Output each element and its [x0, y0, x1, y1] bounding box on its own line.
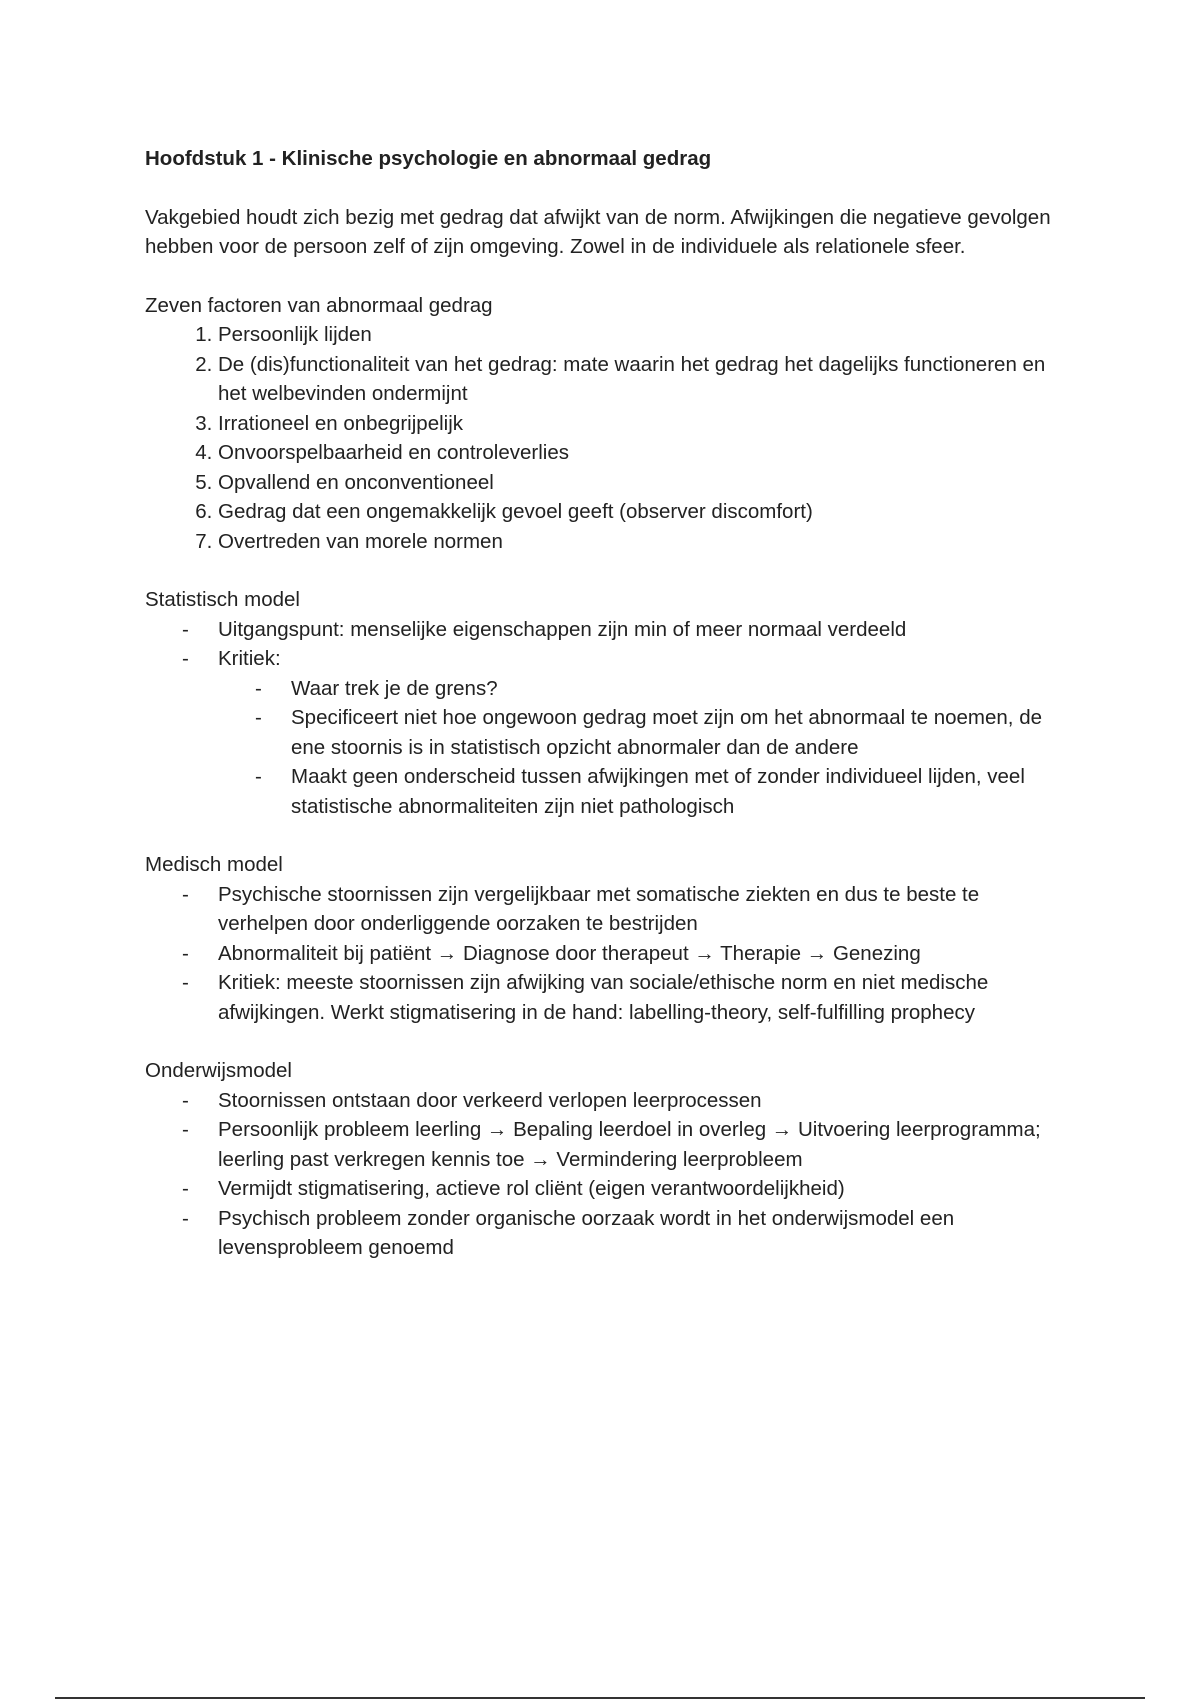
list-item: 7. Overtreden van morele normen [218, 527, 1065, 557]
chapter-title: Hoofdstuk 1 - Klinische psychologie en abnormaal gedrag [145, 147, 712, 170]
factors-list [145, 320, 1065, 556]
intro-paragraph: Vakgebied houdt zich bezig met gedrag dat afwijkt van de norm. Afwijkingen die negatieve gevolgen hebben voor de persoon zelf of zijn omgeving. Zowel in de individuele als relationele sfeer. [145, 205, 1051, 258]
list-item: 5. Opvallend en onconventioneel [218, 468, 1065, 498]
critique-sublist [218, 674, 1065, 822]
list-item: - Specificeert niet hoe ongewoon gedrag moet zijn om het abnormaal te noemen, de ene stoornis is in statistisch opzicht abnormaler dan de andere [291, 703, 1065, 762]
factors-heading: Zeven factoren van abnormaal gedrag [145, 293, 493, 317]
list-item: 4. Onvoorspelbaarheid en controleverlies [218, 438, 1065, 468]
medical-list [145, 880, 1065, 1028]
list-item: - Psychische stoornissen zijn vergelijkbaar met somatische ziekten en dus te beste te verhelpen door onderliggende oorzaken te bestrijden [218, 880, 1065, 939]
critique-label: Kritiek: [218, 647, 281, 670]
list-item: - Persoonlijk probleem leerling → Bepaling leerdoel in overleg → Uitvoering leerprogramma; leerling past verkregen kennis toe → Vermindering leerprobleem [218, 1115, 1065, 1174]
medical-heading: Medisch model [145, 853, 283, 876]
education-heading: Onderwijsmodel [145, 1059, 292, 1082]
list-item [218, 644, 1065, 821]
list-item: - Uitgangspunt: menselijke eigenschappen zijn min of meer normaal verdeeld [218, 615, 1065, 645]
list-item: - Waar trek je de grens? [291, 674, 1065, 704]
list-item: - Maakt geen onderscheid tussen afwijkingen met of zonder individueel lijden, veel statistische abnormaliteiten zijn niet pathologisch [291, 762, 1065, 821]
list-item: - Stoornissen ontstaan door verkeerd verlopen leerprocessen [218, 1086, 1065, 1116]
section-statistical-model [145, 585, 1065, 821]
section-factors [145, 291, 1065, 557]
list-item: - Psychisch probleem zonder organische oorzaak wordt in het onderwijsmodel een levensprobleem genoemd [218, 1204, 1065, 1263]
statistical-heading: Statistisch model [145, 588, 300, 611]
section-education-model [145, 1056, 1065, 1263]
list-item: 2. De (dis)functionaliteit van het gedrag: mate waarin het gedrag het dagelijks functioneren en het welbevinden ondermijnt [218, 350, 1065, 409]
education-list [145, 1086, 1065, 1263]
statistical-list [145, 615, 1065, 822]
list-item: - Vermijdt stigmatisering, actieve rol cliënt (eigen verantwoordelijkheid) [218, 1174, 1065, 1204]
list-item: - Abnormaliteit bij patiënt → Diagnose door therapeut → Therapie → Genezing [218, 939, 1065, 969]
list-item: 6. Gedrag dat een ongemakkelijk gevoel geeft (observer discomfort) [218, 497, 1065, 527]
page-bottom-divider [55, 1697, 1145, 1699]
document-page [145, 144, 1065, 1292]
list-item: - Kritiek: meeste stoornissen zijn afwijking van sociale/ethische norm en niet medische afwijkingen. Werkt stigmatisering in de hand: labelling-theory, self-fulfilling prophecy [218, 968, 1065, 1027]
section-medical-model [145, 850, 1065, 1027]
list-item: 1. Persoonlijk lijden [218, 320, 1065, 350]
list-item: 3. Irrationeel en onbegrijpelijk [218, 409, 1065, 439]
